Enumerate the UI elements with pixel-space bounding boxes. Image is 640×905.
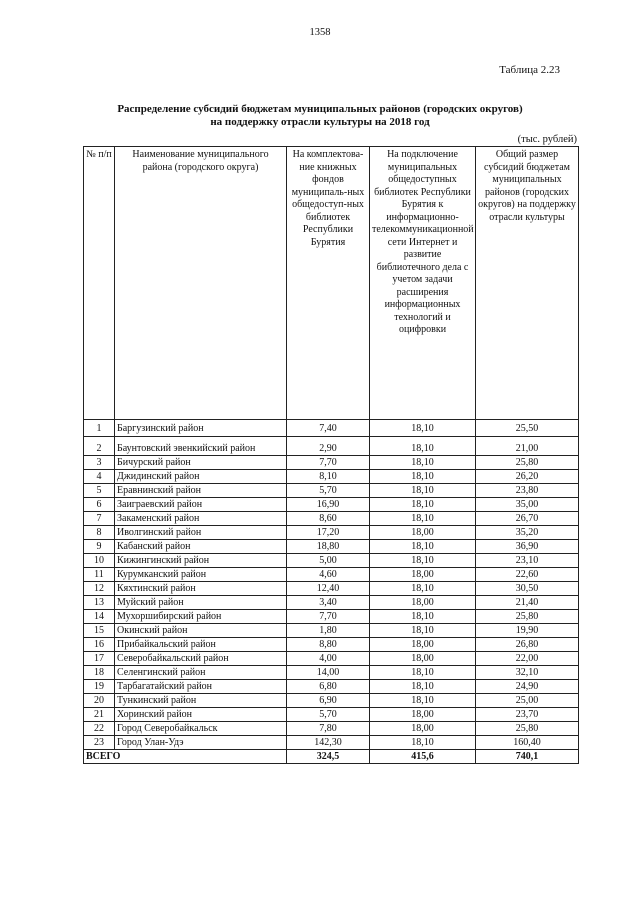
row-number: 4 [84, 470, 115, 484]
row-total-subsidy: 32,10 [476, 666, 579, 680]
row-internet-connection: 18,10 [370, 736, 476, 750]
table-row [84, 484, 579, 498]
row-total-subsidy: 22,60 [476, 568, 579, 582]
row-internet-connection: 18,00 [370, 722, 476, 736]
row-book-funds: 4,00 [287, 652, 370, 666]
total-subsidy: 740,1 [476, 750, 579, 764]
row-total-subsidy: 21,40 [476, 596, 579, 610]
row-book-funds: 6,90 [287, 694, 370, 708]
row-number: 6 [84, 498, 115, 512]
row-name: Прибайкальский район [115, 638, 287, 652]
row-internet-connection: 18,10 [370, 680, 476, 694]
row-number: 23 [84, 736, 115, 750]
row-book-funds: 7,70 [287, 456, 370, 470]
row-internet-connection: 18,10 [370, 582, 476, 596]
row-book-funds: 142,30 [287, 736, 370, 750]
table-row [84, 624, 579, 638]
subsidy-table [83, 146, 579, 764]
row-name: Кяхтинский район [115, 582, 287, 596]
row-total-subsidy: 25,80 [476, 722, 579, 736]
row-name: Бичурский район [115, 456, 287, 470]
table-row [84, 442, 579, 456]
row-name: Окинский район [115, 624, 287, 638]
row-number: 3 [84, 456, 115, 470]
row-book-funds: 8,80 [287, 638, 370, 652]
row-internet-connection: 18,10 [370, 498, 476, 512]
table-body [84, 420, 579, 750]
table-row [84, 498, 579, 512]
header-book-funds: На комплектова-ние книжных фондов муниципаль-ных общедоступ-ных библиотек Республики Бурятия [287, 147, 370, 420]
title-line-1: Распределение субсидий бюджетам муниципальных районов (городских округов) [117, 103, 523, 115]
row-total-subsidy: 22,00 [476, 652, 579, 666]
table-title [0, 103, 640, 129]
row-total-subsidy: 23,70 [476, 708, 579, 722]
total-row [84, 750, 579, 764]
row-book-funds: 18,80 [287, 540, 370, 554]
page-number: 1358 [309, 27, 331, 38]
row-total-subsidy: 23,80 [476, 484, 579, 498]
row-number: 11 [84, 568, 115, 582]
row-number: 8 [84, 526, 115, 540]
table-row [84, 652, 579, 666]
row-total-subsidy: 30,50 [476, 582, 579, 596]
row-total-subsidy: 26,70 [476, 512, 579, 526]
row-total-subsidy: 25,80 [476, 610, 579, 624]
total-book-funds: 324,5 [287, 750, 370, 764]
header-internet-connection: На подключение муниципальных общедоступных библиотек Республики Бурятия к информационно-телекоммуникационной сети Интернет и развитие библиотечного дела с учетом задачи расширения информационных технологий и оцифровки [370, 147, 476, 420]
row-number: 22 [84, 722, 115, 736]
total-label: ВСЕГО [84, 750, 287, 764]
table-row [84, 736, 579, 750]
row-total-subsidy: 24,90 [476, 680, 579, 694]
row-name: Хоринский район [115, 708, 287, 722]
table-row [84, 694, 579, 708]
table-row [84, 610, 579, 624]
table-row [84, 512, 579, 526]
row-internet-connection: 18,10 [370, 484, 476, 498]
row-total-subsidy: 23,10 [476, 554, 579, 568]
table-row [84, 554, 579, 568]
row-book-funds: 14,00 [287, 666, 370, 680]
row-total-subsidy: 35,00 [476, 498, 579, 512]
row-total-subsidy: 25,80 [476, 456, 579, 470]
row-name: Тарбагатайский район [115, 680, 287, 694]
row-internet-connection: 18,10 [370, 610, 476, 624]
row-internet-connection: 18,00 [370, 596, 476, 610]
row-number: 20 [84, 694, 115, 708]
row-number: 17 [84, 652, 115, 666]
row-name: Город Улан-Удэ [115, 736, 287, 750]
row-name: Селенгинский район [115, 666, 287, 680]
row-name: Закаменский район [115, 512, 287, 526]
row-number: 16 [84, 638, 115, 652]
row-book-funds: 4,60 [287, 568, 370, 582]
row-internet-connection: 18,00 [370, 708, 476, 722]
row-internet-connection: 18,10 [370, 624, 476, 638]
row-internet-connection: 18,10 [370, 470, 476, 484]
table-row [84, 568, 579, 582]
row-internet-connection: 18,10 [370, 554, 476, 568]
row-book-funds: 5,70 [287, 484, 370, 498]
row-name: Северобайкальский район [115, 652, 287, 666]
row-name: Курумканский район [115, 568, 287, 582]
row-name: Тункинский район [115, 694, 287, 708]
row-book-funds: 7,80 [287, 722, 370, 736]
table-row [84, 470, 579, 484]
title-line-2: на поддержку отрасли культуры на 2018 год [210, 116, 430, 128]
row-internet-connection: 18,10 [370, 694, 476, 708]
row-number: 13 [84, 596, 115, 610]
row-name: Муйский район [115, 596, 287, 610]
row-number: 10 [84, 554, 115, 568]
row-internet-connection: 18,00 [370, 526, 476, 540]
table-row [84, 526, 579, 540]
row-number: 14 [84, 610, 115, 624]
row-number: 15 [84, 624, 115, 638]
row-name: Заиграевский район [115, 498, 287, 512]
row-name: Город Северобайкальск [115, 722, 287, 736]
row-book-funds: 8,60 [287, 512, 370, 526]
row-internet-connection: 18,10 [370, 442, 476, 456]
table-row [84, 456, 579, 470]
row-book-funds: 16,90 [287, 498, 370, 512]
row-name: Джидинский район [115, 470, 287, 484]
header-number: № п/п [84, 147, 115, 420]
row-book-funds: 2,90 [287, 442, 370, 456]
row-name: Баунтовский эвенкийский район [115, 442, 287, 456]
row-number: 21 [84, 708, 115, 722]
table-row [84, 708, 579, 722]
row-book-funds: 6,80 [287, 680, 370, 694]
row-name: Баргузинский район [115, 420, 287, 437]
row-total-subsidy: 21,00 [476, 442, 579, 456]
row-book-funds: 5,00 [287, 554, 370, 568]
table-row [84, 420, 579, 437]
row-internet-connection: 18,10 [370, 456, 476, 470]
row-name: Еравнинский район [115, 484, 287, 498]
row-internet-connection: 18,10 [370, 540, 476, 554]
row-name: Кижингинский район [115, 554, 287, 568]
table-row [84, 722, 579, 736]
row-book-funds: 7,70 [287, 610, 370, 624]
row-total-subsidy: 25,00 [476, 694, 579, 708]
row-internet-connection: 18,10 [370, 420, 476, 437]
row-number: 12 [84, 582, 115, 596]
header-total-subsidy: Общий размер субсидий бюджетам муниципальных районов (городских округов) на поддержку отрасли культуры [476, 147, 579, 420]
table-row [84, 596, 579, 610]
row-total-subsidy: 160,40 [476, 736, 579, 750]
table-row [84, 582, 579, 596]
total-internet-connection: 415,6 [370, 750, 476, 764]
table-label: Таблица 2.23 [499, 64, 560, 76]
row-number: 1 [84, 420, 115, 437]
table-header-row [84, 147, 579, 420]
row-number: 7 [84, 512, 115, 526]
row-number: 18 [84, 666, 115, 680]
row-number: 19 [84, 680, 115, 694]
table-row [84, 540, 579, 554]
row-number: 5 [84, 484, 115, 498]
row-internet-connection: 18,00 [370, 652, 476, 666]
row-total-subsidy: 19,90 [476, 624, 579, 638]
table-row [84, 666, 579, 680]
row-total-subsidy: 25,50 [476, 420, 579, 437]
row-total-subsidy: 36,90 [476, 540, 579, 554]
row-total-subsidy: 26,80 [476, 638, 579, 652]
row-number: 2 [84, 442, 115, 456]
row-total-subsidy: 26,20 [476, 470, 579, 484]
row-book-funds: 1,80 [287, 624, 370, 638]
row-internet-connection: 18,10 [370, 512, 476, 526]
row-internet-connection: 18,00 [370, 568, 476, 582]
row-book-funds: 17,20 [287, 526, 370, 540]
table-row [84, 638, 579, 652]
row-number: 9 [84, 540, 115, 554]
row-name: Иволгинский район [115, 526, 287, 540]
row-name: Кабанский район [115, 540, 287, 554]
row-name: Мухоршибирский район [115, 610, 287, 624]
table-row [84, 680, 579, 694]
header-name: Наименование муниципального района (городского округа) [115, 147, 287, 420]
row-book-funds: 5,70 [287, 708, 370, 722]
row-book-funds: 12,40 [287, 582, 370, 596]
row-internet-connection: 18,10 [370, 666, 476, 680]
row-total-subsidy: 35,20 [476, 526, 579, 540]
row-book-funds: 8,10 [287, 470, 370, 484]
units-label: (тыс. рублей) [517, 134, 577, 145]
row-book-funds: 7,40 [287, 420, 370, 437]
row-book-funds: 3,40 [287, 596, 370, 610]
row-internet-connection: 18,00 [370, 638, 476, 652]
